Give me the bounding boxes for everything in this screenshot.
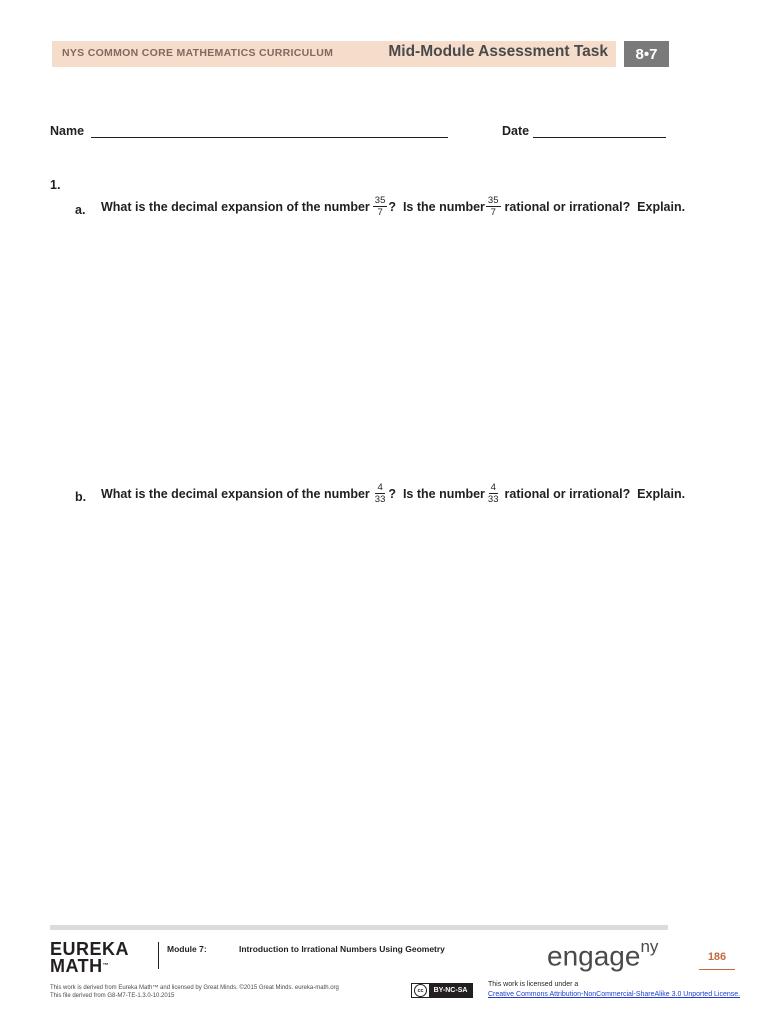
fraction-denominator: 33	[374, 494, 386, 505]
footer-divider	[158, 942, 159, 969]
date-label: Date	[502, 124, 530, 138]
part-a-letter: a.	[75, 203, 86, 217]
curriculum-title: NYS COMMON CORE MATHEMATICS CURRICULUM	[62, 47, 334, 59]
part-a-question	[101, 195, 685, 218]
part-a-fraction-1	[373, 195, 388, 218]
creative-commons-badge[interactable]	[411, 983, 473, 998]
trademark-symbol: ™	[102, 963, 110, 969]
eureka-logo-line1: EUREKA	[50, 939, 130, 959]
part-a-answer-space[interactable]	[75, 235, 668, 470]
fraction-numerator: 4	[377, 482, 383, 493]
fraction-numerator: 35	[487, 195, 499, 206]
grade-module-badge: 8•7	[624, 41, 669, 67]
part-b-question	[101, 482, 685, 505]
license-intro: This work is licensed under a	[488, 981, 579, 988]
fraction-denominator: 7	[377, 207, 383, 218]
task-title: Mid-Module Assessment Task	[388, 43, 608, 60]
part-b-fraction-1	[373, 482, 388, 505]
module-title: Introduction to Irrational Numbers Using Geometry	[239, 944, 445, 954]
part-b-suffix: rational or irrational? Explain.	[504, 486, 686, 501]
name-field[interactable]	[91, 137, 448, 138]
page-number: 186	[707, 951, 727, 963]
question-number: 1.	[50, 178, 61, 192]
ny-text: ny	[640, 937, 659, 956]
part-b-fraction-2	[486, 482, 501, 505]
engage-text: engage	[547, 940, 641, 972]
part-a-middle: ? Is the number	[388, 199, 485, 214]
eureka-logo-line2: MATH	[50, 956, 103, 976]
name-label: Name	[50, 124, 85, 138]
fraction-numerator: 35	[374, 195, 386, 206]
engageny-logo	[547, 937, 659, 972]
fraction-numerator: 4	[490, 482, 496, 493]
fraction-denominator: 33	[487, 494, 499, 505]
part-a-fraction-2	[486, 195, 501, 218]
file-derived-notice: This file derived from G8-M7-TE-1.3.0-10.2015	[50, 993, 175, 999]
module-label: Module 7:	[167, 944, 207, 954]
part-b-middle: ? Is the number	[388, 486, 485, 501]
cc-icon: cc	[414, 984, 427, 997]
license-link[interactable]: Creative Commons Attribution-NonCommercial-ShareAlike 3.0 Unported License.	[488, 991, 741, 998]
part-b-letter: b.	[75, 490, 87, 504]
fraction-denominator: 7	[490, 207, 496, 218]
part-b-prefix: What is the decimal expansion of the number	[101, 486, 370, 501]
eureka-math-logo	[50, 941, 129, 975]
page-number-underline	[699, 969, 735, 970]
part-b-answer-space[interactable]	[75, 522, 668, 912]
cc-badge-label: BY-NC-SA	[429, 984, 472, 997]
footer-rule	[50, 925, 668, 930]
date-field[interactable]	[533, 137, 666, 138]
derived-notice: This work is derived from Eureka Math™ and licensed by Great Minds. ©2015 Great Minds. eureka-math.org	[50, 985, 339, 991]
part-a-suffix: rational or irrational? Explain.	[504, 199, 686, 214]
part-a-prefix: What is the decimal expansion of the number	[101, 199, 370, 214]
